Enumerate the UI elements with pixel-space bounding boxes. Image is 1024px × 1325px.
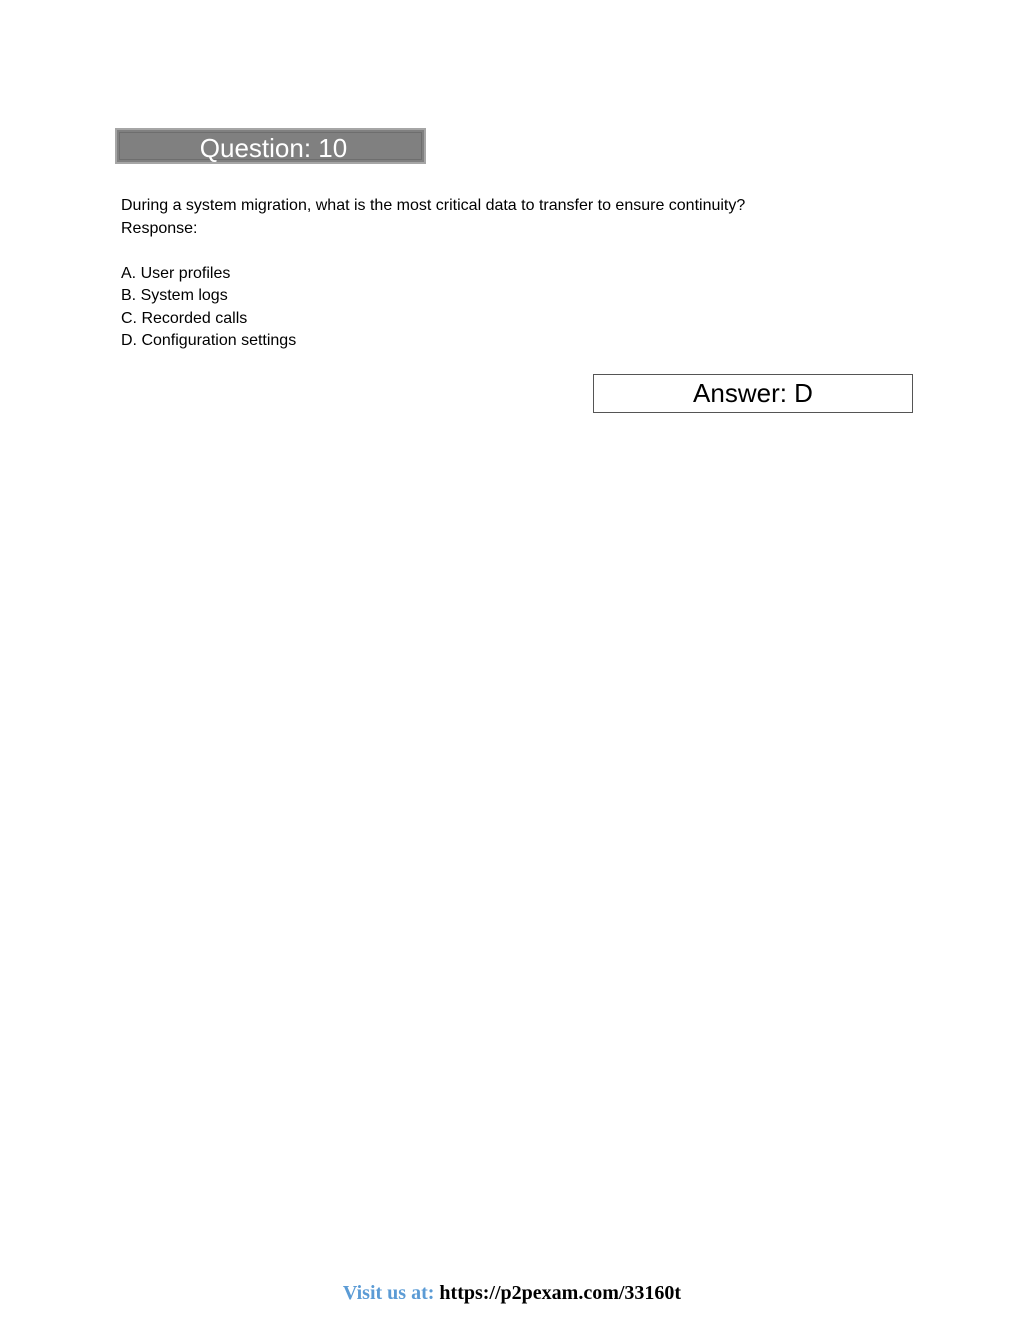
question-header [115, 128, 426, 164]
spacer [121, 240, 921, 263]
question-body [121, 195, 921, 353]
response-label: Response: [121, 219, 198, 237]
option-b: B. System logs [121, 287, 228, 304]
answer-box [593, 374, 913, 413]
option-d: D. Configuration settings [121, 332, 297, 349]
footer-label: Visit us at: [342, 1282, 440, 1304]
option-c: C. Recorded calls [121, 309, 248, 327]
option-a: A. User profiles [121, 264, 231, 282]
question-number: Question: 10 [199, 133, 348, 163]
answer-label: Answer: D [693, 378, 813, 408]
footer-url-link[interactable]: https://p2pexam.com/33160t [439, 1282, 682, 1304]
footer [0, 1281, 1024, 1305]
question-text: During a system migration, what is the most critical data to transfer to ensure continuity? [121, 197, 746, 214]
